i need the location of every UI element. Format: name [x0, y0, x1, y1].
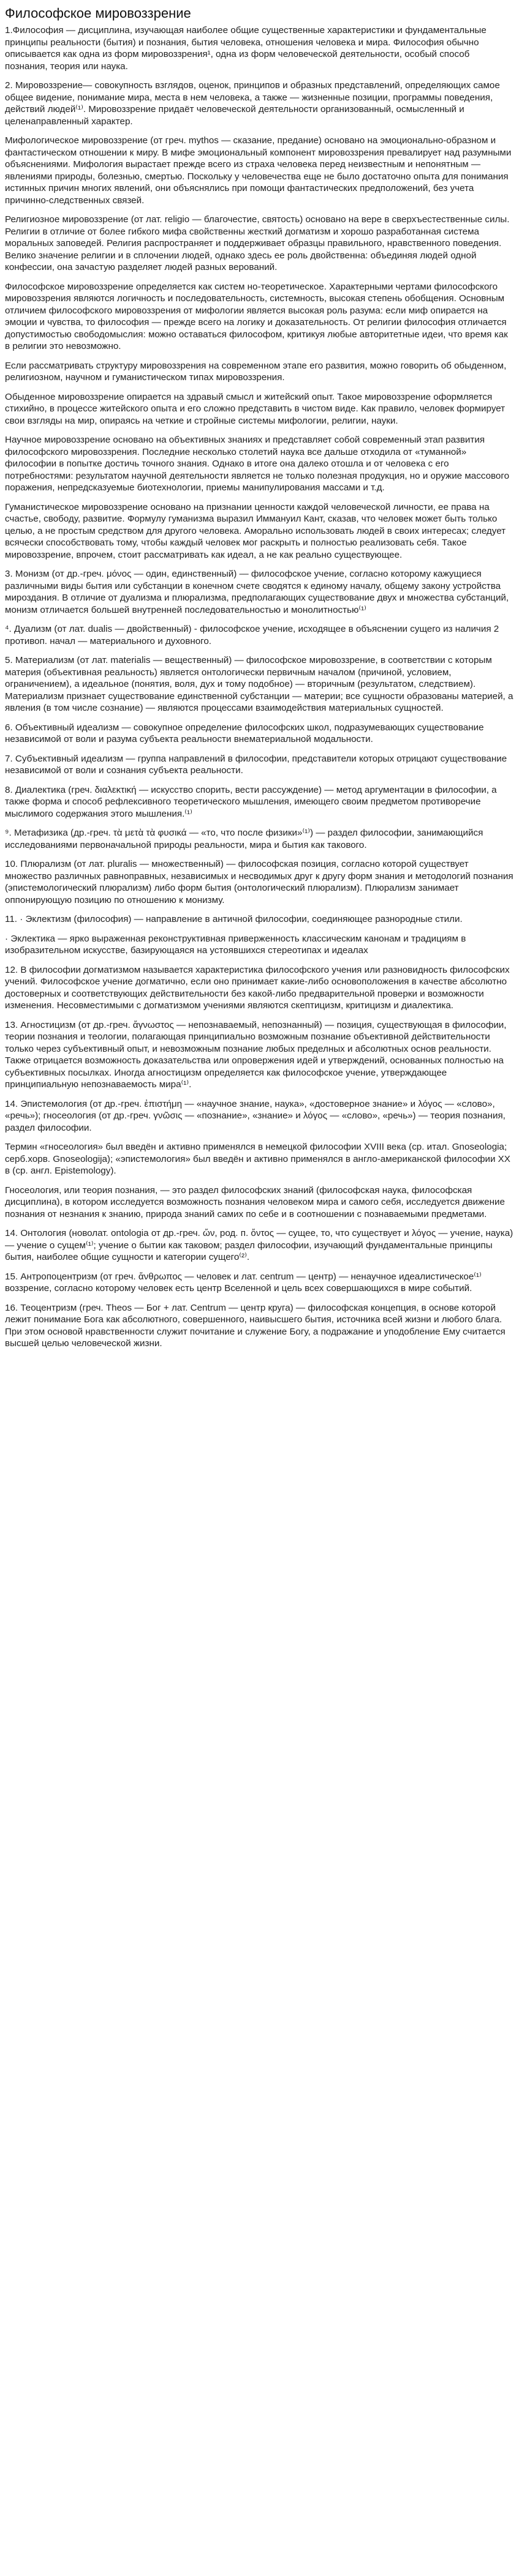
paragraph: 2. Мировоззрение— совокупность взглядов, оценок, принципов и образных представлений, определяющих самое общее видение, понимание мира, места в нем человека, а также — жизненные позиции, программы поведения, действий людей⁽¹⁾. Мировоззрение придаёт человеческой деятельности организованный, осмысленный и целенаправленный характер.: [5, 80, 500, 127]
paragraph: Научное мировоззрение основано на объективных знаниях и представляет собой современный этап развития философского мировоззрения. Последние несколько столетий наука все дальше отходила от «туманной» философии в попытке достичь точного знания. Однако в итоге она далеко отошла и от человека с его потребностями: результатом научной деятельности является не только полезная продукция, но и оружие массового поражения, непредсказуемые биотехнологии, приемы манипулирования массами и т.д.: [5, 435, 510, 493]
paragraph: 12. В философии догматизмом называется характеристика философского учения или разновидность философских учений. Философское учение догматично, если оно принимает какие-либо основоположения в качестве абсолютно достоверных и соответствующих действительности без какой-либо предварительной проверки и возможности изменения. Несовместимыми с догматизмом учениями являются скептицизм, критицизм и диалектика.: [5, 964, 510, 1011]
paragraph: 15. Антропоцентризм (от греч. ἄνθρωπος — человек и лат. centrum — центр) — ненаучное идеалистическое⁽¹⁾ воззрение, согласно которому человек есть центр Вселенной и цель всех совершающихся в мире событий.: [5, 1271, 482, 1294]
paragraph: Религиозное мировоззрение (от лат. religio — благочестие, святость) основано на вере в сверхъестественные силы. Религии в отличие от более гибкого мифа свойственны жесткий догматизм и хорошо разработанная система моральных заповедей. Религия распространяет и поддерживает образцы правильного, нравственного поведения. Велико значение религии и в сплочении людей, однако здесь ее роль двойственна: объединяя людей одной конфессии, она зачастую разделяет людей разных верований.: [5, 214, 510, 272]
paragraph: 5. Материализм (от лат. materialis — вещественный) — философское мировоззрение, в соответствии с которым материя (объективная реальность) является онтологически первичным началом (причиной, условием, ограничением), а идеальное (понятия, воля, дух и тому подобное) — вторичным (результатом, следствием). Материализм признает существование единственной субстанции — материи; все сущности образованы материей, а явления (в том числе сознание) — являются процессами взаимодействия материальных сущностей.: [5, 655, 513, 713]
page-title: Философское мировоззрение: [5, 6, 191, 21]
paragraph: · Эклектика — ярко выраженная реконструктивная приверженность классическим канонам и традициям в изобразительном искусстве, базирующаяся на устоявшихся стереотипах и идеалах: [5, 933, 466, 956]
paragraph: 10. Плюрализм (от лат. pluralis — множественный) — философская позиция, согласно которой существует множество различных равноправных, независимых и несводимых друг к другу форм знания и методологий познания (эпистемологический плюрализм) либо форм бытия (онтологический плюрализм). Плюрализм занимает оппонирующую позицию по отношению к монизму.: [5, 859, 513, 905]
paragraph: 11. · Эклектизм (философия) — направление в античной философии, соединяющее разнородные стили.: [5, 914, 463, 924]
paragraph: Обыденное мировоззрение опирается на здравый смысл и житейский опыт. Такое мировоззрение оформляется стихийно, в процессе житейского опыта и его сложно представить в чистом виде. Как правило, человек формирует свои взгляды на мир, опираясь на четкие и стройные системы мифологии, религии, науки.: [5, 391, 506, 426]
paragraph: Гносеология, или теория познания, — это раздел философских знаний (философская наука, философская дисциплина), в котором исследуется возможность познания человеком мира и самого себя, исследуется движение познания от незнания к знанию, природа знаний самих по себе и в соотношении с познаваемыми предметами.: [5, 1185, 505, 1219]
paragraph: 6. Объективный идеализм — совокупное определение философских школ, подразумевающих существование независимой от воли и разума субъекта реальности внематериальной модальности.: [5, 722, 484, 744]
paragraph: Философское мировоззрение определяется как систем но-теоретическое. Характерными чертами философского мировоззрения являются логичность и последовательность, системность, высокая степень обобщения. Основным отличием философского мировоззрения от мифологии является высокая роль разума: если миф опирается на эмоции и чувства, то философия — прежде всего на логику и доказательность. От религии философия отличается допустимостью свободомыслия: можно оставаться философом, критикуя любые авторитетные идеи, что время как в религии это невозможно.: [5, 281, 508, 351]
paragraph: ⁴. Дуализм (от лат. dualis — двойственный) - философское учение, исходящее в объяснении сущего из наличия 2 противоп. начал — материального и духовного.: [5, 624, 499, 646]
paragraph: 13. Агностицизм (от др.-греч. ἄγνωστος — непознаваемый, непознанный) — позиция, существующая в философии, теории познания и теологии, полагающая принципиально возможным познание объективной действительности только через субъективный опыт, и невозможным познание любых пределных и абсолютных основ реальности. Также отрицается возможность доказательства или опровержения идей и утверждений, основанных полностью на субъективных посылках. Иногда агностицизм определяется как философское учение, утверждающее принципиальную непознаваемость мира⁽¹⁾.: [5, 1019, 507, 1090]
paragraph: ⁹. Метафизика (др.-греч. τὰ μετὰ τὰ φυσικά — «то, что после физики»⁽¹⁾) — раздел философии, занимающийся исследованиями первоначальной природы реальности, мира и бытия как такового.: [5, 828, 483, 850]
paragraph: 14. Эпистемология (от др.-греч. ἐπιστήμη — «научное знание, наука», «достоверное знание» и λόγος — «слово», «речь»); гносеология (от др.-греч. γνῶσις — «познание», «знание» и λόγος — «слово», «речь») — теория познания, раздел философии.: [5, 1098, 506, 1133]
paragraph: 16. Теоцентризм (греч. Theos — Бог + лат. Centrum — центр круга) — философская концепция, в основе которой лежит понимание Бога как абсолютного, совершенного, наивысшего бытия, источника всей жизни и любого блага. При этом основой нравственности служит почитание и служение Богу, а подражание и уподобление Ему считается высшей целью человеческой жизни.: [5, 1302, 506, 1349]
document-body: [5, 24, 514, 1350]
paragraph: 14. Онтология (новолат. ontologia от др.-греч. ὤν, род. п. ὄντος — сущее, то, что существует и λόγος — учение, наука) — учение о сущем⁽¹⁾; учение о бытии как таковом; раздел философии, изучающий фундаментальные принципы бытия, наиболее общие сущности и категории сущего⁽²⁾.: [5, 1228, 513, 1262]
paragraph: 3. Монизм (от др.-греч. μόνος — один, единственный) — философское учение, согласно которому кажущиеся различными виды бытия или субстанции в конечном счете сводятся к единому началу, общему закону устройства мироздания. В отличие от дуализма и плюрализма, предполагающих существование двух и множества субстанций, монизм отличается большей внутренней последовательностью и монолитностью⁽¹⁾: [5, 569, 509, 615]
paragraph: Термин «гносеология» был введён и активно применялся в немецкой философии XVIII века (ср. итал. Gnoseologia; серб.хорв. Gnoseologija); «эпистемология» был введён и активно применялся в англо-американской философии XX в (ср. англ. Epistemology).: [5, 1142, 510, 1176]
paragraph: 8. Диалектика (греч. διαλεκτική — искусство спорить, вести рассуждение) — метод аргументации в философии, а также форма и способ рефлексивного теоретического мышления, имеющего своим предметом противоречие мыслимого содержания этого мышления.⁽¹⁾: [5, 784, 497, 819]
paragraph: 7. Субъективный идеализм — группа направлений в философии, представители которых отрицают существование независимой от воли и сознания субъекта реальности.: [5, 753, 507, 776]
paragraph: Мифологическое мировоззрение (от греч. mythos — сказание, предание) основано на эмоционально-образном и фантастическом отношении к миру. В мифе эмоциональный компонент мировоззрения превалирует над разумными объяснениями. Мифология вырастает прежде всего из страха человека перед неизвестным и непонятным — явлениями природы, болезнью, смертью. Поскольку у человечества еще не было достаточно опыта для понимания истинных причин многих явлений, они объяснялись при помощи фантастических предположений, без учета причинно-следственных связей.: [5, 135, 512, 206]
paragraph: Если рассматривать структуру мировоззрения на современном этапе его развития, можно говорить об обыденном, религиозном, научном и гуманистическом типах мировоззрения.: [5, 360, 507, 383]
paragraph: 1.Философия — дисциплина, изучающая наиболее общие существенные характеристики и фундаментальные принципы реальности (бытия) и познания, бытия человека, отношения человека и мира. Философия обычно описывается как одна из форм мировоззрения¹, одна из форм человеческой деятельности, особый способ познания, теория или наука.: [5, 25, 487, 72]
paragraph: Гуманистическое мировоззрение основано на признании ценности каждой человеческой личности, ее права на счастье, свободу, развитие. Формулу гуманизма выразил Иммануил Кант, сказав, что человек может быть только целью, а не простым средством для другого человека. Аморально использовать людей в своих интересах; следует всячески способствовать тому, чтобы каждый человек мог раскрыть и полностью реализовать себя. Такое мировоззрение, впрочем, стоит рассматривать как идеал, а не как реально существующее.: [5, 501, 506, 560]
